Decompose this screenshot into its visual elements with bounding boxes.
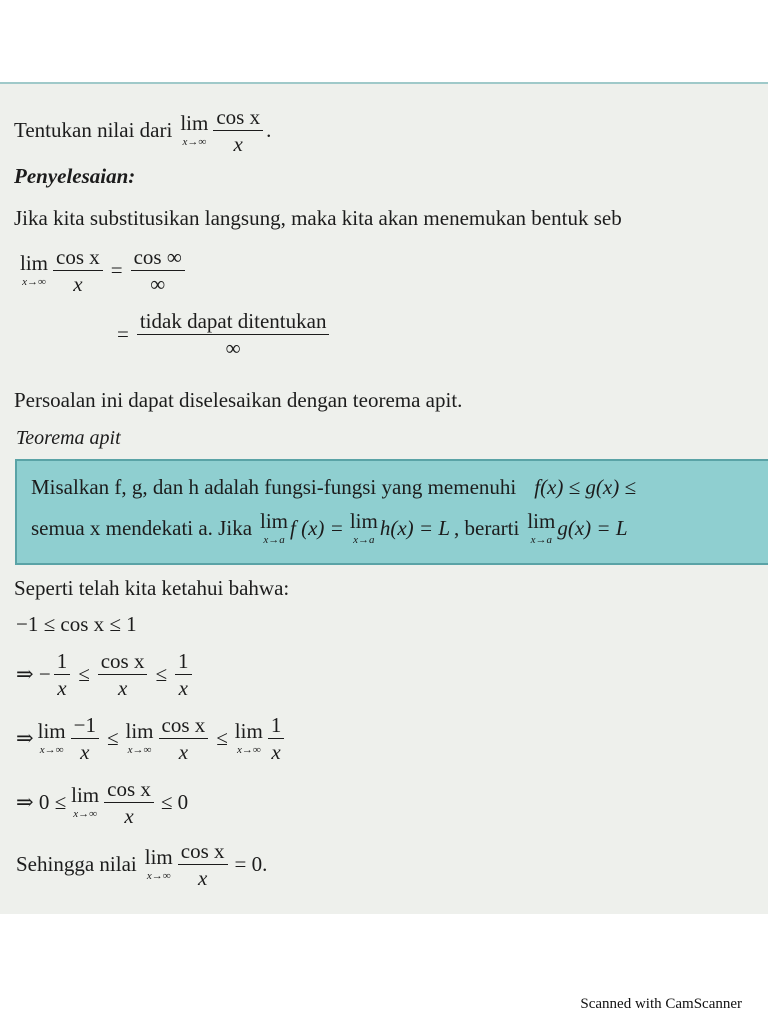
fraction: $\frac{1}{x}$: [54, 650, 71, 699]
limit-operator: lim x→∞: [144, 845, 173, 883]
fraction: $\frac{\text{cos x}}{x}$: [53, 246, 103, 295]
known-text: Seperti telah kita ketahui bahwa:: [14, 576, 290, 600]
inequality-2: ⇒ − $\frac{1}{x}$ ≤ $\frac{\text{cos x}}{x}$ ≤ $\frac{1}{x}$: [16, 650, 195, 699]
fraction: $\frac{\text{cos x}}{x}$: [98, 650, 148, 699]
inequality-1: −1 ≤ cos x ≤ 1: [16, 612, 137, 636]
limit-operator: lim x→a: [260, 509, 289, 546]
inequality-4: ⇒ 0 ≤ lim x→∞ $\frac{\text{cos x}}{x}$ ≤ 0: [16, 777, 189, 829]
fraction: $\frac{1}{x}$: [268, 714, 285, 763]
scanned-page: [0, 82, 768, 914]
fraction: $\frac{-1}{x}$: [71, 714, 99, 763]
substitution-text: Jika kita substitusikan langsung, maka kita akan menemukan bentuk seb: [14, 206, 622, 230]
limit-operator: lim x→∞: [20, 251, 49, 289]
theorem-box: [15, 459, 768, 565]
problem-line: Tentukan nilai dari lim x→∞ $\frac{\text{cos x}}{x}$ .: [14, 105, 272, 157]
limit-operator: lim x→∞: [180, 111, 209, 149]
fraction: $\frac{\text{cos x}}{x}$: [104, 778, 154, 827]
fraction: $\frac{\text{cos x}}{x}$: [213, 106, 263, 155]
limit-operator: lim x→a: [527, 509, 556, 546]
solution-heading: Penyelesaian:: [14, 164, 136, 188]
limit-operator: lim x→∞: [37, 719, 66, 757]
theorem-label: Teorema apit: [16, 427, 121, 449]
step-1-equation: lim x→∞ $\frac{\text{cos x}}{x}$ = $\frac{\cos \infty}{\infty}$: [18, 246, 188, 295]
scanner-watermark: Scanned with CamScanner: [580, 996, 742, 1012]
limit-operator: lim x→∞: [71, 783, 100, 821]
theorem-line-1: Misalkan f, g, dan h adalah fungsi-fungsi yang memenuhi f(x) ≤ g(x) ≤: [31, 475, 636, 499]
fraction: $\frac{\text{tidak dapat ditentukan}}{\infty}$: [137, 310, 330, 359]
fraction: $\frac{\text{cos x}}{x}$: [159, 714, 209, 763]
step-2-equation: = $\frac{\text{tidak dapat ditentukan}}{\infty}$: [112, 310, 332, 359]
theorem-intro: Persoalan ini dapat diselesaikan dengan teorema apit.: [14, 388, 463, 412]
fraction: $\frac{1}{x}$: [175, 650, 192, 699]
limit-operator: lim x→a: [349, 509, 378, 546]
limit-operator: lim x→∞: [125, 719, 154, 757]
fraction: $\frac{\text{cos x}}{x}$: [178, 840, 228, 889]
inequality-3: ⇒ lim x→∞ $\frac{-1}{x}$ ≤ lim x→∞ $\frac{\text{cos x}}{x}$ ≤ lim x→∞ $\frac{1}{x}$: [16, 714, 287, 763]
theorem-line-2: semua x mendekati a. Jika lim x→a f (x) = lim x→a h(x) = L , berarti lim x→a g(x) = L: [31, 509, 628, 546]
fraction: $\frac{\cos \infty}{\infty}$: [131, 246, 185, 295]
limit-operator: lim x→∞: [234, 719, 263, 757]
problem-prefix: Tentukan nilai dari: [14, 118, 173, 143]
conclusion: Sehingga nilai lim x→∞ $\frac{\text{cos x}}{x}$ = 0.: [16, 839, 268, 891]
